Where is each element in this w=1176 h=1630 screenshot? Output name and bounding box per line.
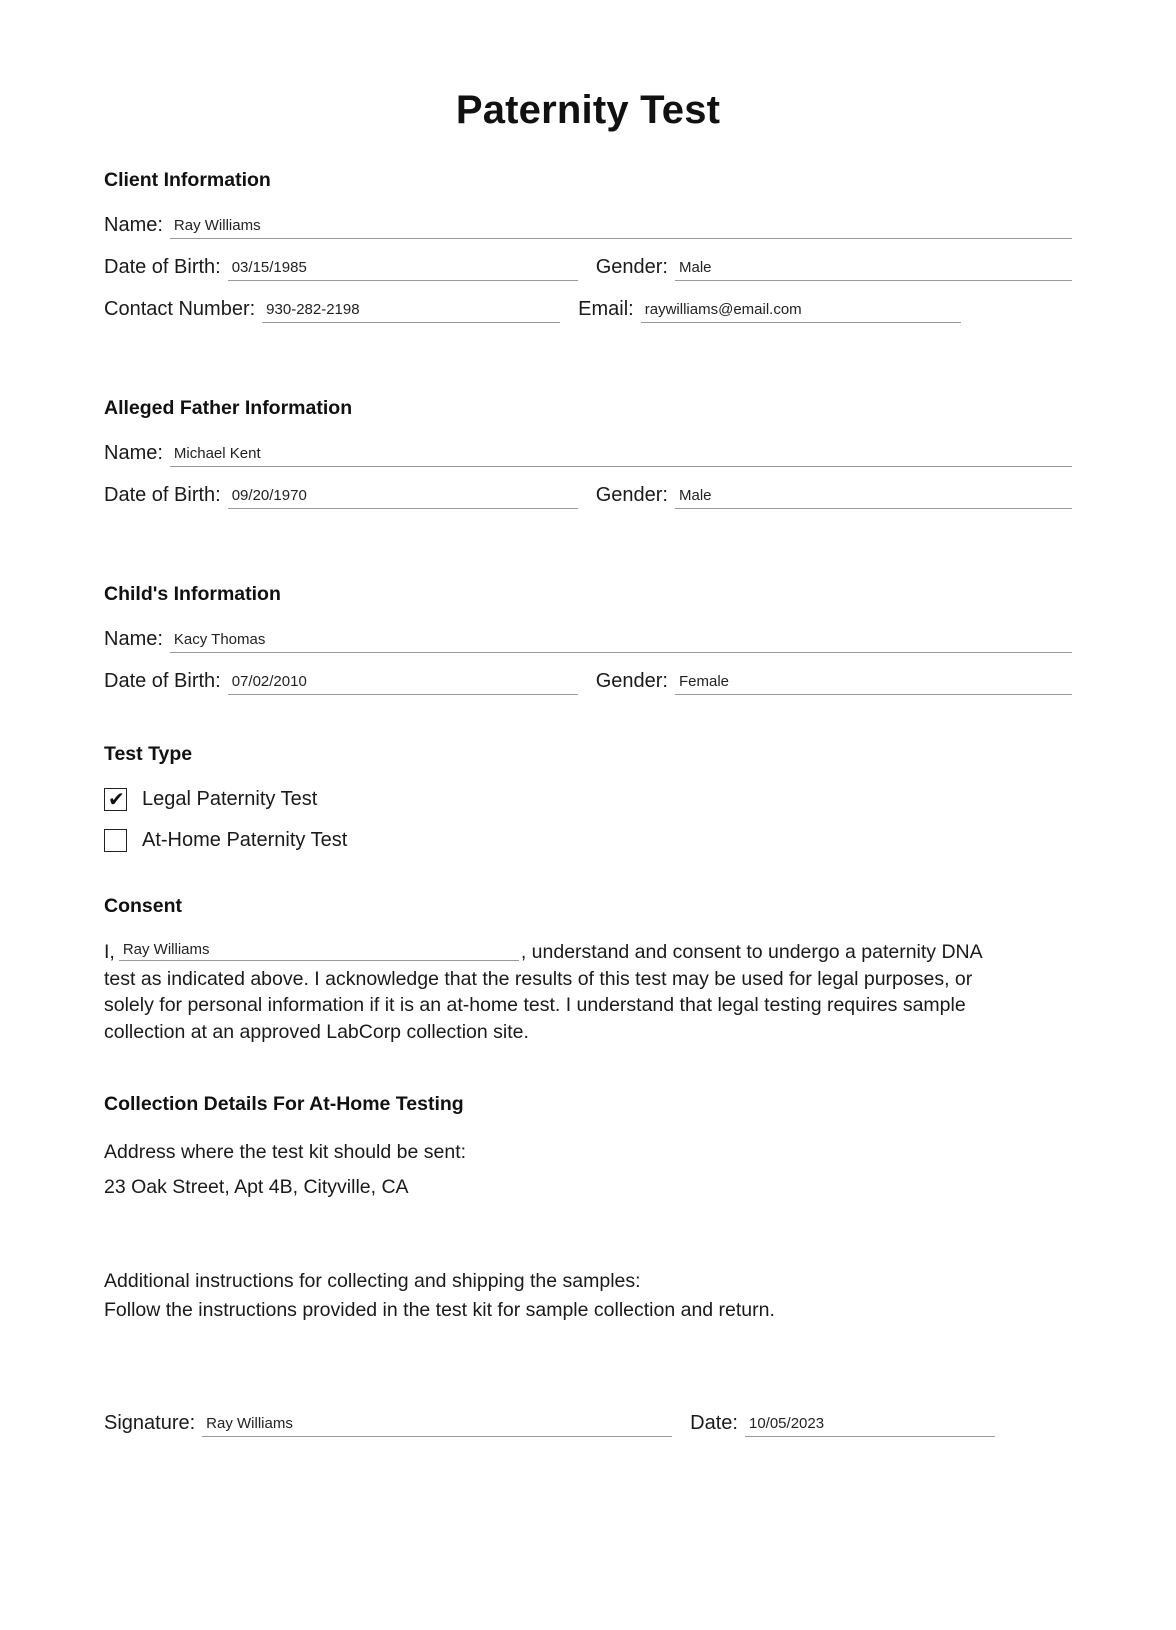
test-type-option-athome[interactable] (104, 829, 1072, 852)
client-dob-input[interactable] (228, 258, 578, 281)
father-gender-input[interactable] (675, 486, 1072, 509)
client-email-label: Email: (578, 298, 634, 320)
client-contact-email-row (104, 297, 1072, 323)
consent-heading: Consent (104, 895, 182, 917)
father-name-value: Michael Kent (173, 445, 261, 462)
child-dob-label: Date of Birth: (104, 670, 221, 692)
child-dob-value: 07/02/2010 (231, 673, 307, 690)
child-dob-input[interactable] (228, 672, 578, 695)
father-gender-value: Male (678, 487, 712, 504)
father-gender-label: Gender: (595, 484, 668, 506)
client-gender-value: Male (678, 259, 712, 276)
client-email-input[interactable] (641, 300, 961, 323)
client-dob-label: Date of Birth: (104, 256, 221, 278)
alleged-father-heading: Alleged Father Information (104, 397, 353, 419)
checkbox-legal-paternity-test[interactable] (104, 788, 127, 811)
test-type-option-legal[interactable] (104, 788, 1072, 811)
collection-details-heading: Collection Details For At-Home Testing (104, 1093, 464, 1115)
client-name-input[interactable] (170, 216, 1072, 239)
child-name-value: Kacy Thomas (173, 631, 266, 648)
collection-address-label: Address where the test kit should be sent: (104, 1141, 467, 1163)
child-dob-gender-row (104, 669, 1072, 695)
father-dob-gender-row (104, 483, 1072, 509)
date-value: 10/05/2023 (748, 1415, 825, 1432)
consent-text: , understand and consent to undergo a paternity DNA test as indicated above. I acknowledge that the results of this test may be used for legal purposes, or solely for personal information if it is an at-home test. I understand that legal testing requires sample collection at an approved LabCorp collection site. (104, 941, 982, 1043)
client-information-heading: Client Information (104, 169, 271, 191)
collection-address-value[interactable]: 23 Oak Street, Apt 4B, Cityville, CA (104, 1175, 409, 1198)
client-gender-label: Gender: (595, 256, 668, 278)
consent-section (104, 895, 1072, 1045)
test-type-section (104, 743, 1072, 852)
child-name-label: Name: (104, 628, 163, 650)
collection-details-section (104, 1093, 1072, 1323)
test-type-heading: Test Type (104, 743, 193, 765)
signature-value: Ray Williams (206, 1415, 293, 1432)
client-contact-value: 930-282-2198 (266, 301, 360, 318)
page-title: Paternity Test (455, 88, 721, 132)
checkbox-at-home-paternity-test[interactable] (104, 829, 127, 852)
child-name-row (104, 627, 1072, 653)
client-email-value: raywilliams@email.com (644, 301, 802, 318)
check-icon: ✔ (108, 787, 125, 811)
child-gender-value: Female (678, 673, 730, 690)
client-name-row (104, 213, 1072, 239)
date-input[interactable] (745, 1414, 995, 1437)
father-dob-label: Date of Birth: (104, 484, 221, 506)
child-gender-input[interactable] (675, 672, 1072, 695)
child-information-section (104, 583, 1072, 695)
alleged-father-section (104, 397, 1072, 509)
collection-instructions-label: Additional instructions for collecting and shipping the samples: (104, 1270, 641, 1292)
test-type-option-legal-label: Legal Paternity Test (142, 788, 318, 810)
client-information-section (104, 169, 1072, 323)
client-name-label: Name: (104, 214, 163, 236)
client-dob-value: 03/15/1985 (231, 259, 307, 276)
consent-signer-input[interactable] (119, 940, 519, 961)
client-dob-gender-row (104, 255, 1072, 281)
consent-signer-value: Ray Williams (122, 941, 210, 958)
father-name-label: Name: (104, 442, 163, 464)
consent-paragraph (104, 939, 1004, 1045)
client-contact-input[interactable] (262, 300, 560, 323)
child-information-heading: Child's Information (104, 583, 281, 605)
signature-label: Signature: (104, 1412, 196, 1434)
signature-row (104, 1411, 1072, 1437)
collection-instructions-value[interactable]: Follow the instructions provided in the test kit for sample collection and return. (104, 1298, 775, 1321)
father-name-row (104, 441, 1072, 467)
father-name-input[interactable] (170, 444, 1072, 467)
signature-input[interactable] (202, 1414, 672, 1437)
client-gender-input[interactable] (675, 258, 1072, 281)
child-gender-label: Gender: (595, 670, 668, 692)
date-label: Date: (690, 1412, 738, 1434)
test-type-option-athome-label: At-Home Paternity Test (142, 829, 348, 851)
client-name-value: Ray Williams (173, 217, 261, 234)
client-contact-label: Contact Number: (104, 298, 256, 320)
father-dob-value: 09/20/1970 (231, 487, 307, 504)
father-dob-input[interactable] (228, 486, 578, 509)
consent-lead: I, (104, 941, 115, 963)
child-name-input[interactable] (170, 630, 1072, 653)
